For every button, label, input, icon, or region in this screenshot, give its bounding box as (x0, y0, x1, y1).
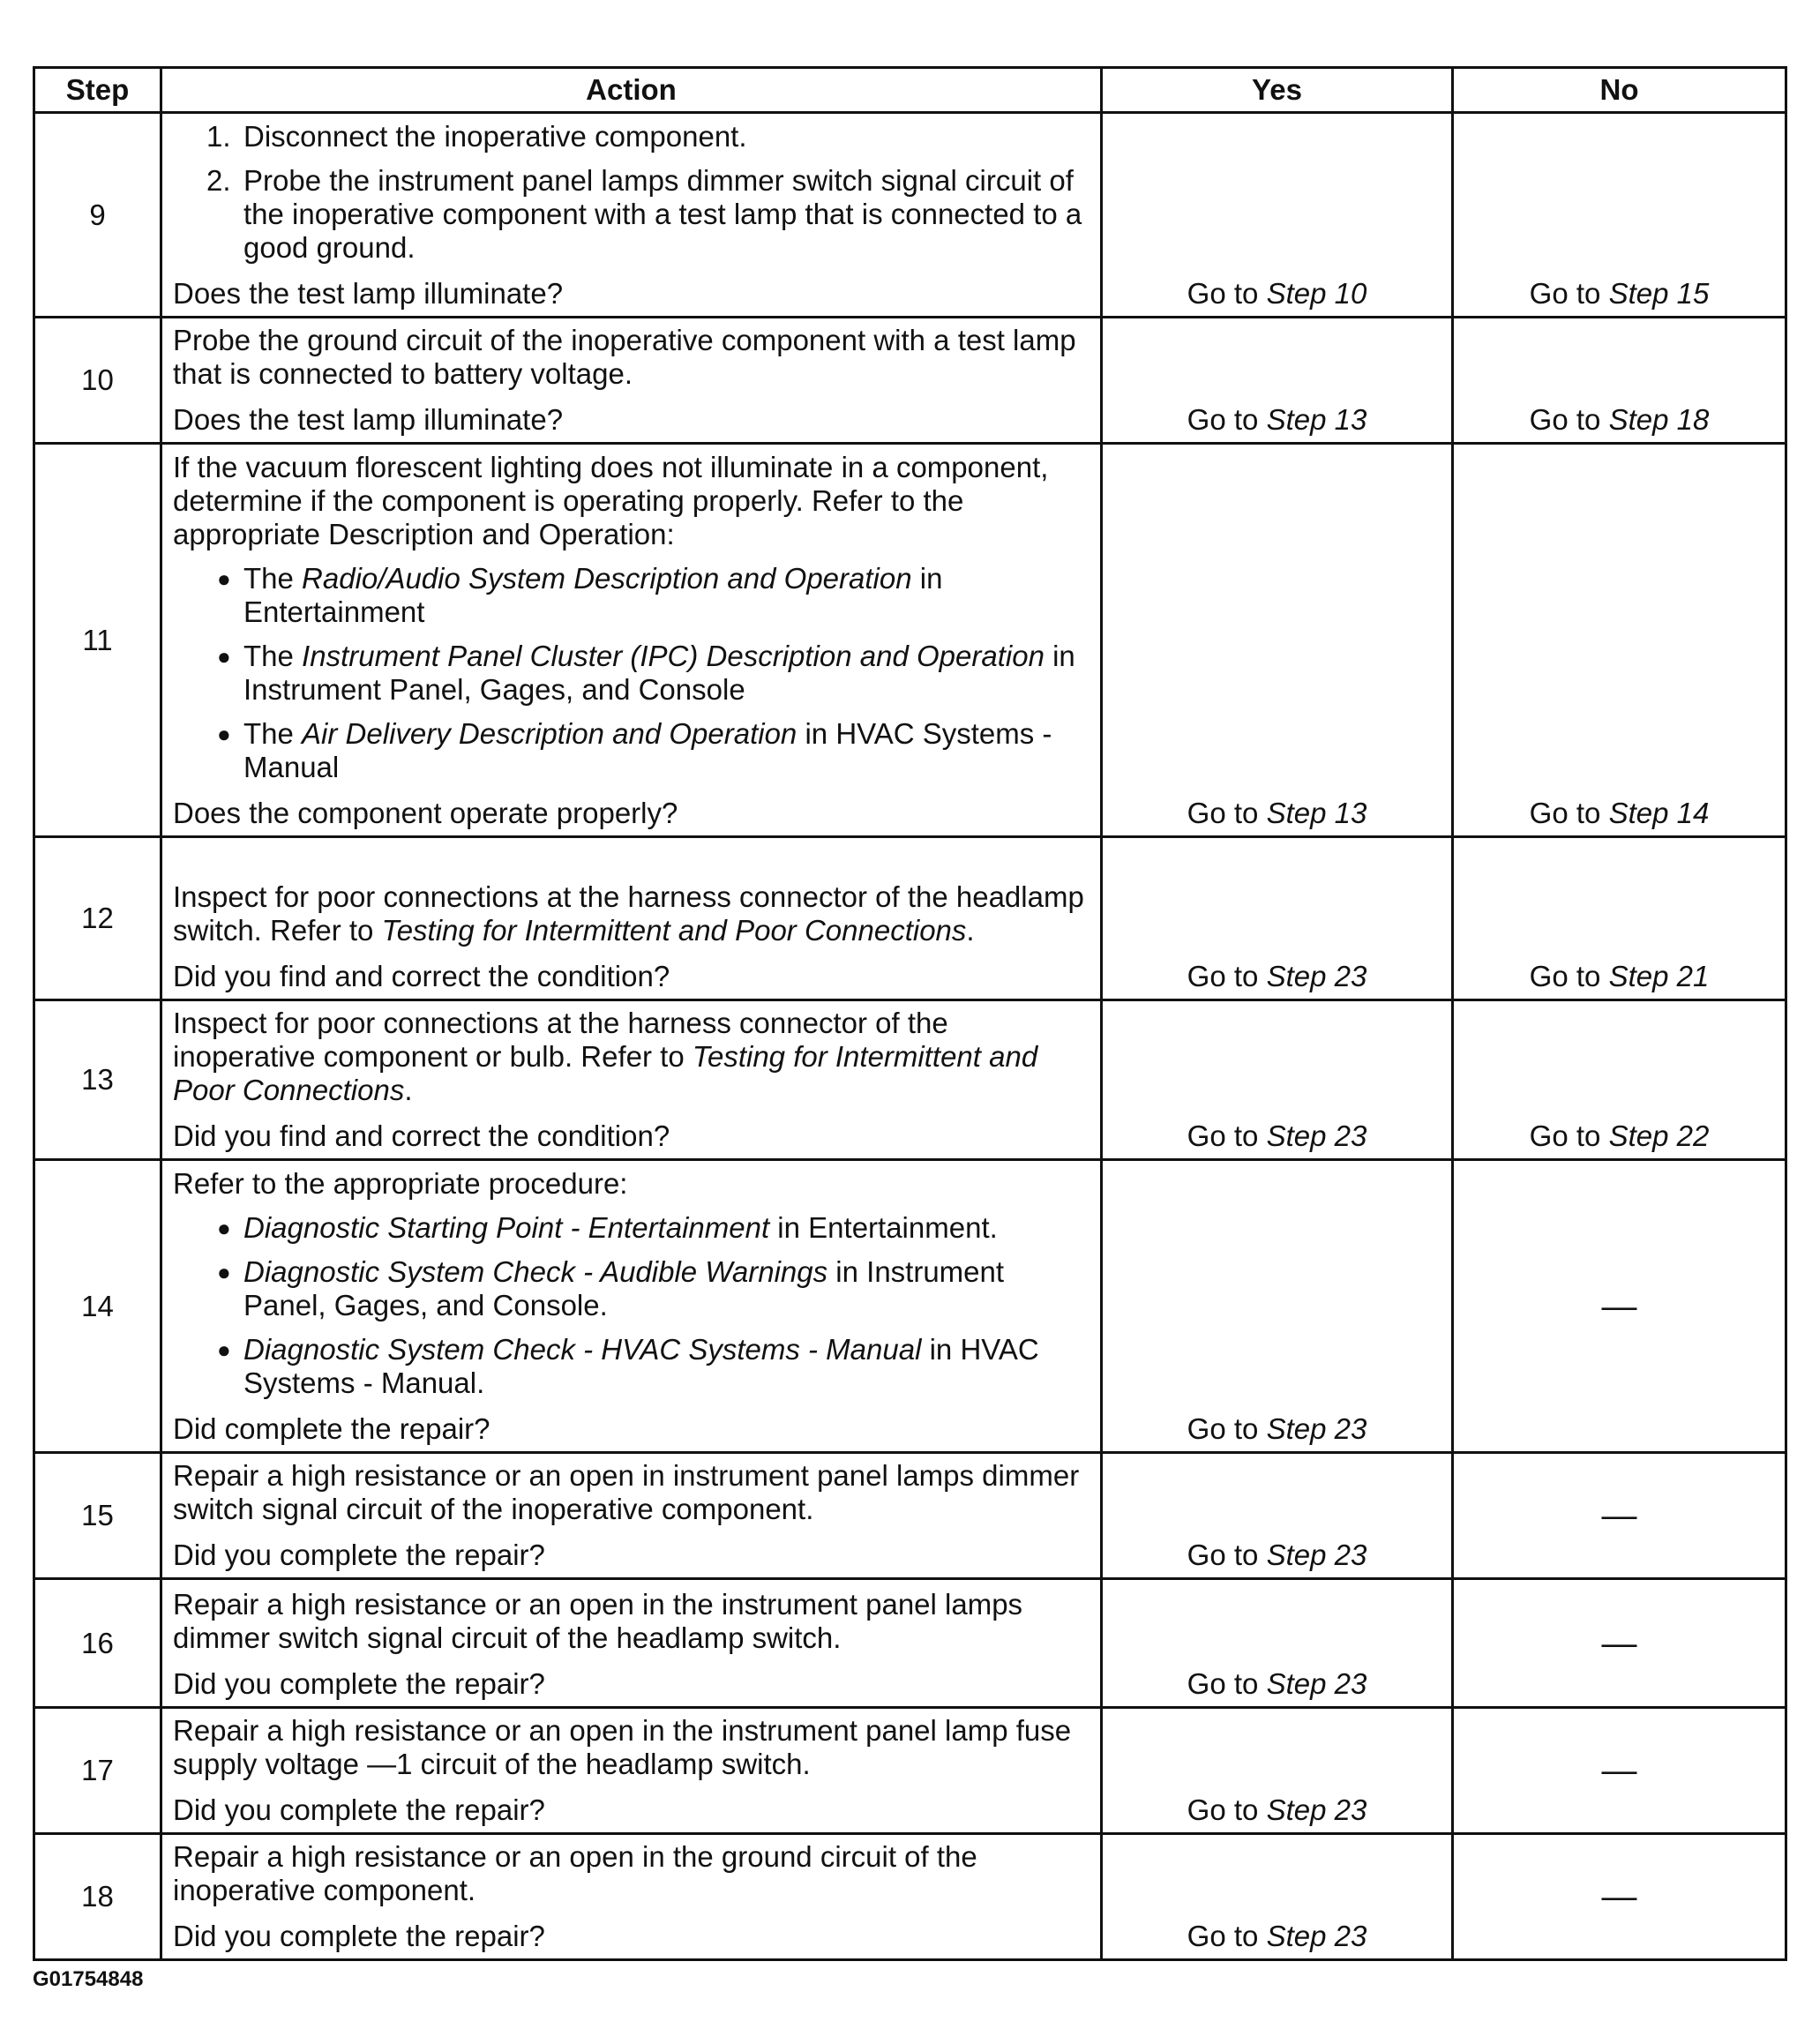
yes-cell (1102, 1834, 1453, 1960)
yes-step-link: Step 23 (1266, 1539, 1367, 1571)
action-text: Inspect for poor connections at the harness connector of the headlamp switch. Refer to Testing for Intermittent and Poor Connections. (173, 880, 1084, 947)
table-row (34, 1160, 1786, 1453)
list-item (173, 120, 1089, 153)
reference-title: Testing for Intermittent and Poor Connections (381, 914, 967, 947)
item-text: Disconnect the inoperative component. (243, 120, 747, 153)
go-to-label: Go to (1187, 1539, 1259, 1571)
list-item: ● Diagnostic Starting Point - Entertainment in Entertainment. (217, 1211, 998, 1244)
table-row (34, 444, 1786, 837)
no-cell (1453, 318, 1786, 444)
list-item: ● Diagnostic System Check - HVAC Systems - Manual in HVAC Systems - Manual. (217, 1333, 1039, 1399)
action-text: Inspect for poor connections at the harness connector of the inoperative component or bulb. Refer to Testing for Intermittent and Poor Connections. (173, 1007, 1038, 1106)
action-text: Repair a high resistance or an open in the ground circuit of the inoperative component. (173, 1840, 977, 1906)
action-cell (161, 1579, 1102, 1708)
table-row (34, 113, 1786, 318)
list-item (173, 164, 1089, 265)
no-cell (1453, 1708, 1786, 1834)
action-text: Repair a high resistance or an open in instrument panel lamps dimmer switch signal circuit of the inoperative component. (173, 1459, 1080, 1525)
yes-cell (1102, 1579, 1453, 1708)
header-action: Action (161, 68, 1102, 113)
go-to-label: Go to (1187, 1920, 1259, 1952)
action-question: Did complete the repair? (173, 1412, 490, 1445)
go-to-label: Go to (1529, 1119, 1601, 1152)
yes-step-link: Step 23 (1266, 960, 1367, 992)
reference-list (173, 1211, 1089, 1400)
item-number: 2. (206, 164, 231, 197)
yes-step-link: Step 13 (1266, 797, 1367, 829)
list-item: ● The Radio/Audio System Description and Operation in Entertainment (217, 562, 943, 628)
action-text: Refer to the appropriate procedure: (173, 1167, 628, 1200)
action-question: Does the test lamp illuminate? (173, 403, 564, 436)
no-cell (1453, 1579, 1786, 1708)
reference-title: Air Delivery Description and Operation (302, 717, 797, 750)
no-step-link: Step 21 (1608, 960, 1710, 992)
header-no: No (1453, 68, 1786, 113)
go-to-label: Go to (1187, 1667, 1259, 1700)
no-cell (1453, 113, 1786, 318)
table-row (34, 1579, 1786, 1708)
action-cell (161, 1453, 1102, 1579)
yes-step-link: Step 23 (1266, 1412, 1367, 1445)
step-number: 16 (34, 1579, 161, 1708)
action-question: Did you complete the repair? (173, 1539, 545, 1571)
action-text: Repair a high resistance or an open in the instrument panel lamp fuse supply voltage —1 circuit of the headlamp switch. (173, 1714, 1072, 1780)
header-yes: Yes (1102, 68, 1453, 113)
action-cell (161, 318, 1102, 444)
step-number: 13 (34, 1000, 161, 1160)
step-number: 18 (34, 1834, 161, 1960)
action-cell (161, 1834, 1102, 1960)
list-item: ● The Air Delivery Description and Operation in HVAC Systems - Manual (217, 717, 1052, 783)
step-number: 10 (34, 318, 161, 444)
yes-cell (1102, 837, 1453, 1000)
step-number: 11 (34, 444, 161, 837)
no-cell (1453, 444, 1786, 837)
go-to-label: Go to (1187, 797, 1259, 829)
no-step-link: Step 14 (1608, 797, 1710, 829)
yes-step-link: Step 23 (1266, 1793, 1367, 1826)
yes-step-link: Step 13 (1266, 403, 1367, 436)
action-cell (161, 113, 1102, 318)
action-question: Did you find and correct the condition? (173, 1119, 670, 1152)
list-item: ● Diagnostic System Check - Audible Warnings in Instrument Panel, Gages, and Console. (217, 1255, 1005, 1321)
table-row (34, 318, 1786, 444)
diagnostic-table (33, 66, 1787, 1961)
go-to-label: Go to (1187, 1119, 1259, 1152)
no-cell (1453, 1453, 1786, 1579)
reference-title: Diagnostic System Check - Audible Warnings (243, 1255, 828, 1288)
table-row (34, 1708, 1786, 1834)
yes-cell (1102, 1160, 1453, 1453)
action-question: Does the test lamp illuminate? (173, 277, 564, 310)
reference-title: Radio/Audio System Description and Operation (302, 562, 912, 595)
yes-cell (1102, 1453, 1453, 1579)
step-number: 9 (34, 113, 161, 318)
list-item: ● The Instrument Panel Cluster (IPC) Description and Operation in Instrument Panel, Gages, and Console (217, 640, 1075, 706)
yes-cell (1102, 444, 1453, 837)
yes-cell (1102, 318, 1453, 444)
action-question: Did you complete the repair? (173, 1920, 545, 1952)
table-row (34, 837, 1786, 1000)
yes-cell (1102, 113, 1453, 318)
no-step-link: Step 22 (1608, 1119, 1710, 1152)
go-to-label: Go to (1187, 1793, 1259, 1826)
table-row (34, 1453, 1786, 1579)
go-to-label: Go to (1529, 797, 1601, 829)
step-number: 15 (34, 1453, 161, 1579)
action-cell (161, 837, 1102, 1000)
go-to-label: Go to (1529, 277, 1601, 310)
yes-step-link: Step 10 (1266, 277, 1367, 310)
no-cell (1453, 1834, 1786, 1960)
step-number: 17 (34, 1708, 161, 1834)
go-to-label: Go to (1529, 960, 1601, 992)
not-applicable-dash: — (1601, 1751, 1637, 1790)
action-text: Probe the ground circuit of the inoperative component with a test lamp that is connected to battery voltage. (173, 324, 1076, 390)
action-cell (161, 1160, 1102, 1453)
no-step-link: Step 15 (1608, 277, 1710, 310)
yes-cell (1102, 1000, 1453, 1160)
table-row (34, 1834, 1786, 1960)
reference-title: Diagnostic Starting Point - Entertainment (243, 1211, 770, 1244)
not-applicable-dash: — (1601, 1623, 1637, 1663)
header-step: Step (34, 68, 161, 113)
action-cell (161, 444, 1102, 837)
not-applicable-dash: — (1601, 1877, 1637, 1916)
go-to-label: Go to (1187, 960, 1259, 992)
step-number: 12 (34, 837, 161, 1000)
no-cell (1453, 837, 1786, 1000)
no-cell (1453, 1160, 1786, 1453)
no-step-link: Step 18 (1608, 403, 1710, 436)
reference-title: Testing for Intermittent and Poor Connections (173, 1040, 1038, 1106)
figure-id: G01754848 (33, 1967, 144, 1991)
item-text: Probe the instrument panel lamps dimmer switch signal circuit of the inoperative component with a test lamp that is connected to a good ground. (243, 164, 1082, 264)
yes-step-link: Step 23 (1266, 1119, 1367, 1152)
table-header-row (34, 68, 1786, 113)
action-question: Did you complete the repair? (173, 1793, 545, 1826)
action-question: Did you complete the repair? (173, 1667, 545, 1700)
action-question: Does the component operate properly? (173, 797, 678, 829)
action-cell (161, 1000, 1102, 1160)
yes-step-link: Step 23 (1266, 1667, 1367, 1700)
yes-step-link: Step 23 (1266, 1920, 1367, 1952)
no-cell (1453, 1000, 1786, 1160)
action-text: Repair a high resistance or an open in the instrument panel lamps dimmer switch signal circuit of the headlamp switch. (173, 1588, 1023, 1654)
yes-cell (1102, 1708, 1453, 1834)
step-number: 14 (34, 1160, 161, 1453)
not-applicable-dash: — (1601, 1286, 1637, 1326)
action-steps-list (173, 120, 1089, 265)
go-to-label: Go to (1187, 277, 1259, 310)
item-number: 1. (206, 120, 231, 153)
action-question: Did you find and correct the condition? (173, 960, 670, 992)
reference-list (173, 562, 1089, 784)
action-text: If the vacuum florescent lighting does not illuminate in a component, determine if the component is operating properly. Refer to the appropriate Description and Operation: (173, 451, 1049, 550)
reference-title: Diagnostic System Check - HVAC Systems - Manual (243, 1333, 922, 1366)
action-cell (161, 1708, 1102, 1834)
go-to-label: Go to (1529, 403, 1601, 436)
go-to-label: Go to (1187, 403, 1259, 436)
not-applicable-dash: — (1601, 1496, 1637, 1535)
go-to-label: Go to (1187, 1412, 1259, 1445)
table-row (34, 1000, 1786, 1160)
reference-title: Instrument Panel Cluster (IPC) Description and Operation (302, 640, 1045, 672)
